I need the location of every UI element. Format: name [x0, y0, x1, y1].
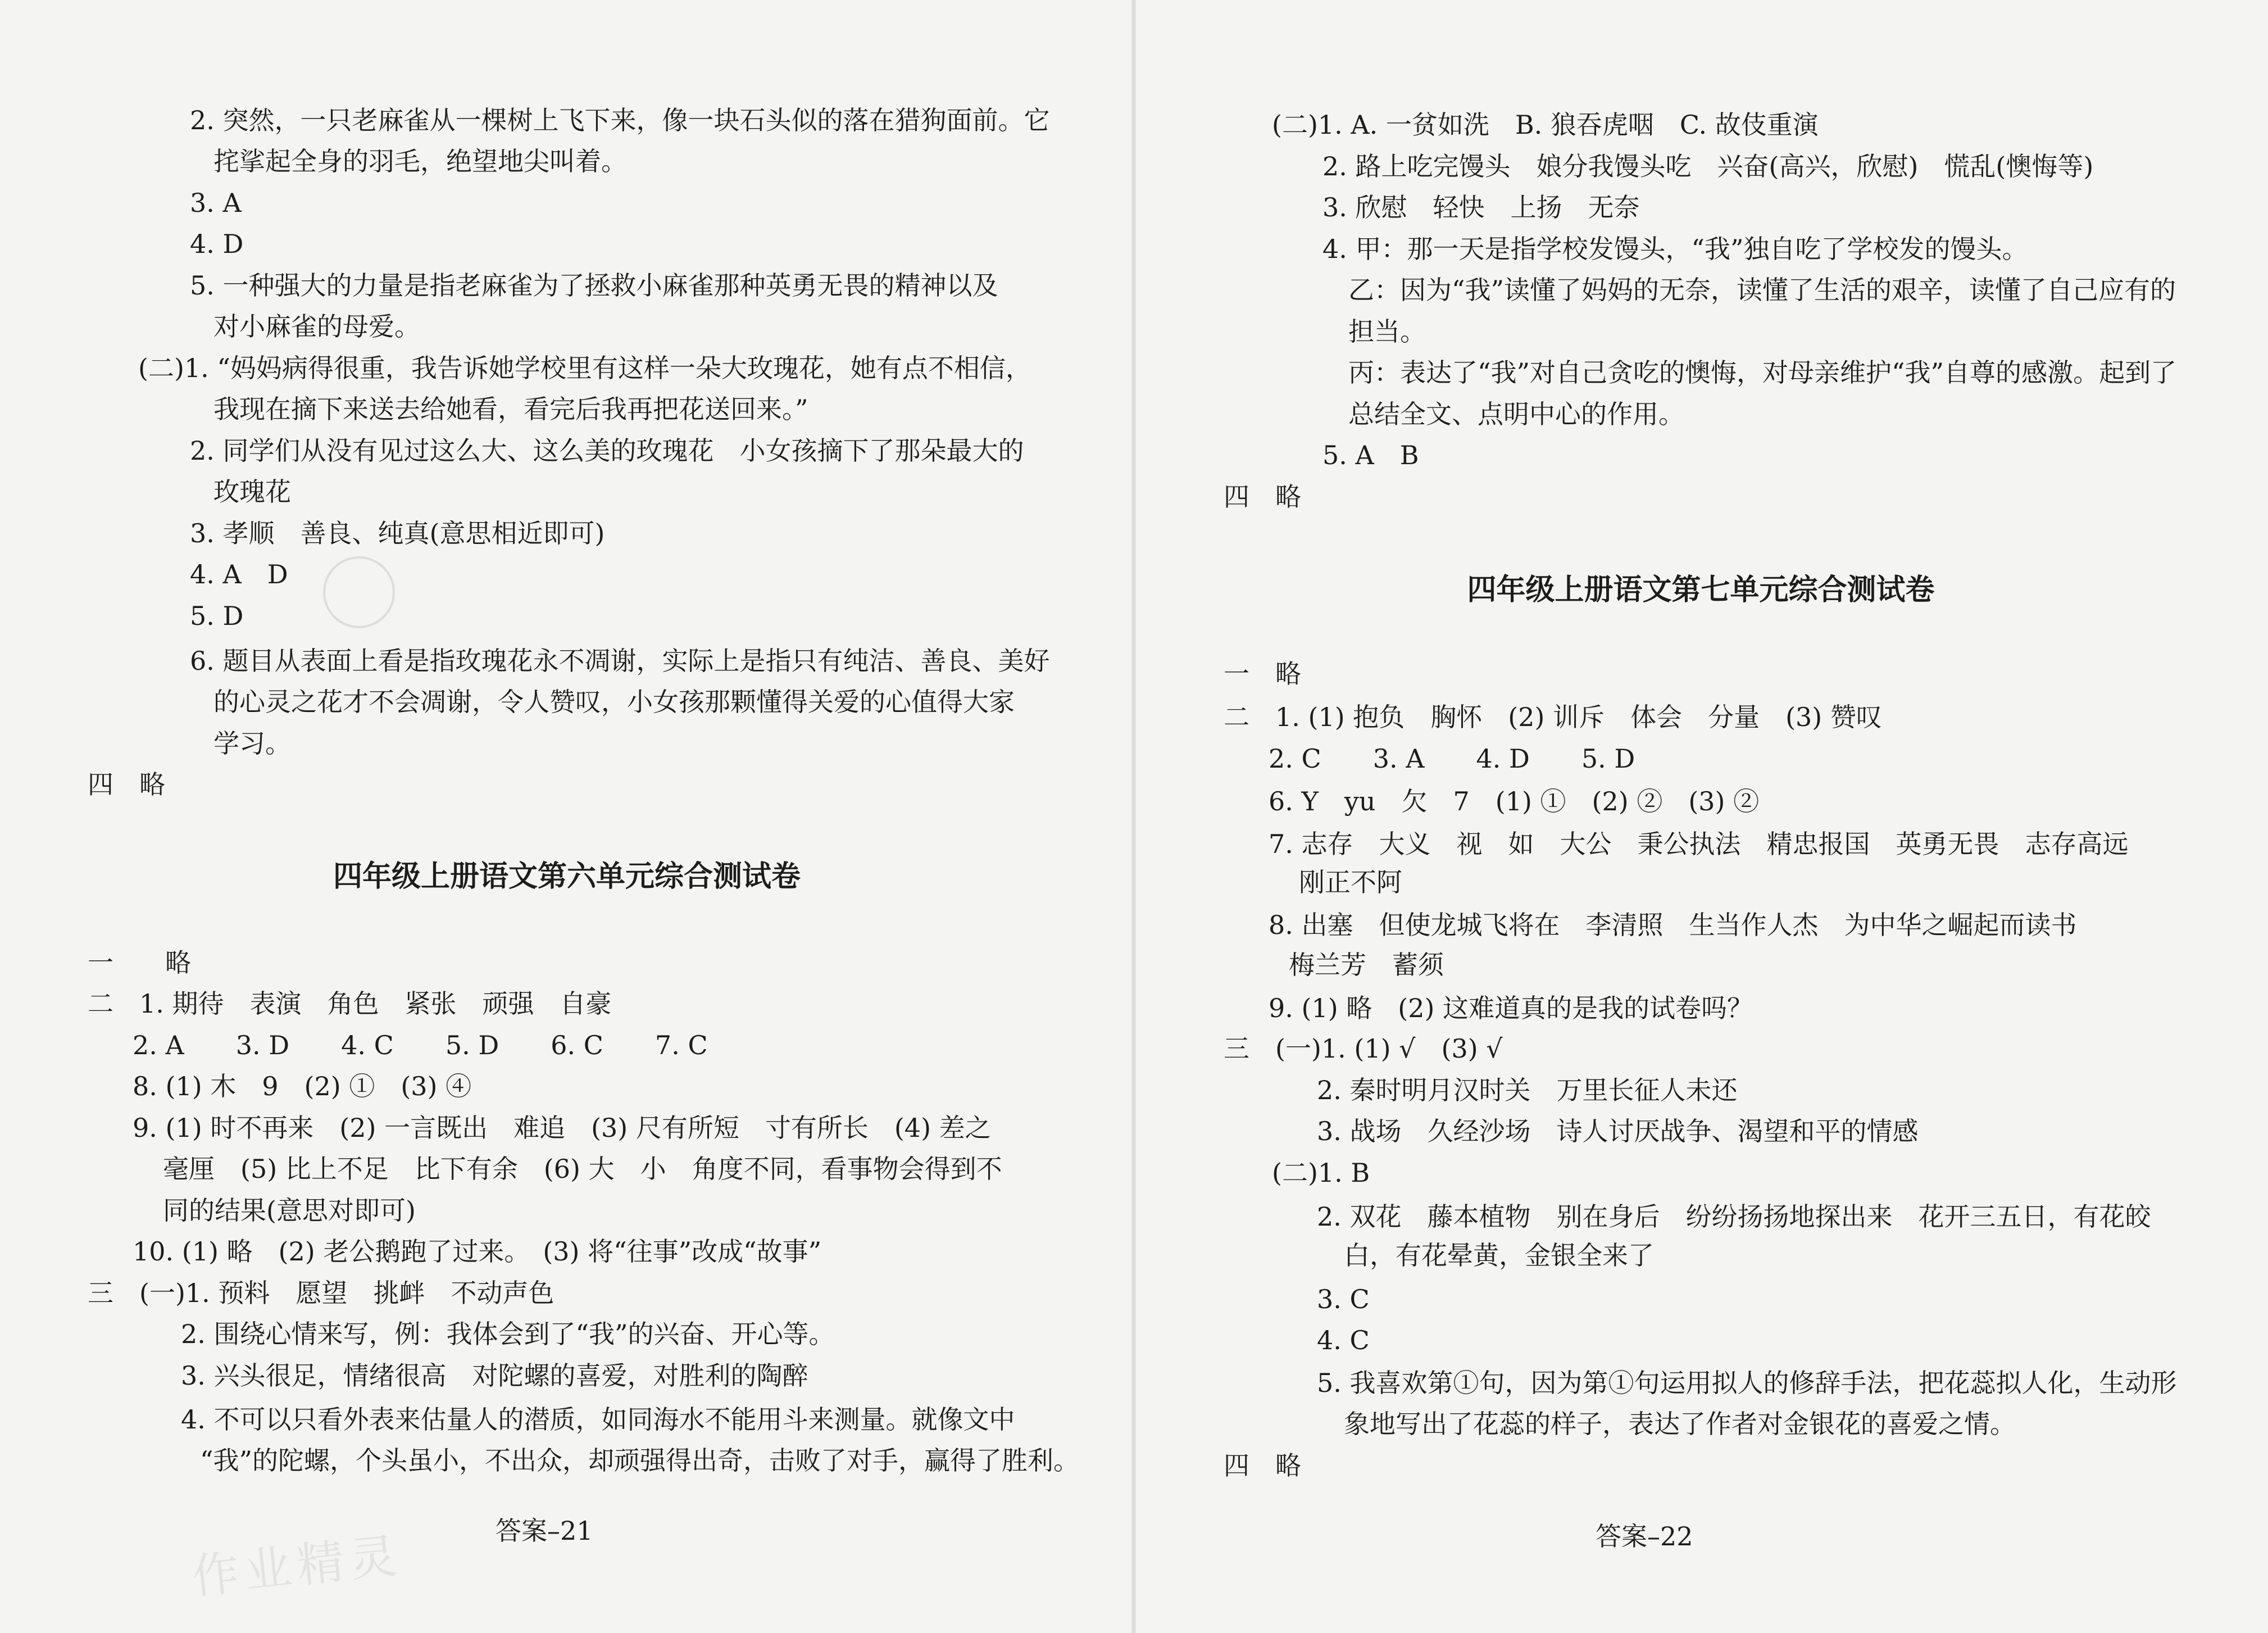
- answer-line: 4. A D: [190, 559, 288, 589]
- answer-line: 3. 战场 久经沙场 诗人讨厌战争、渴望和平的情感: [1317, 1116, 1919, 1146]
- answer-line: 象地写出了花蕊的样子，表达了作者对金银花的喜爱之情。: [1344, 1409, 2016, 1439]
- answer-line: 白，有花晕黄，金银全来了: [1344, 1240, 1654, 1271]
- answer-line: (二)1. “妈妈病得很重，我告诉她学校里有这样一朵大玫瑰花，她有点不相信，: [138, 353, 1031, 383]
- answer-line: 四 略: [1224, 1450, 1301, 1481]
- answer-line: (二)1. A. 一贫如洗 B. 狼吞虎咽 C. 故伎重演: [1272, 110, 1819, 140]
- answer-line: 4. 甲：那一天是指学校发馒头，“我”独自吃了学校发的馒头。: [1322, 234, 2028, 264]
- answer-line: 4. 不可以只看外表来估量人的潜质，如同海水不能用斗来测量。就像文中: [181, 1404, 1015, 1435]
- answer-line: 8. 出塞 但使龙城飞将在 李清照 生当作人杰 为中华之崛起而读书: [1269, 910, 2077, 940]
- answer-line: 一 略: [1224, 659, 1301, 689]
- answer-line: 6. 题目从表面上看是指玫瑰花永不凋谢，实际上是指只有纯洁、善良、美好: [190, 646, 1050, 676]
- stamp-mark: [323, 556, 395, 628]
- answer-line: 2. 突然，一只老麻雀从一棵树上飞下来，像一块石头似的落在猎狗面前。它: [190, 105, 1050, 135]
- answer-line: (二)1. B: [1272, 1158, 1370, 1188]
- answer-line: 2. 秦时明月汉时关 万里长征人未还: [1317, 1075, 1738, 1105]
- answer-line: 担当。: [1348, 316, 1426, 347]
- answer-line: 三 (一)1. (1) √ (3) √: [1224, 1033, 1503, 1064]
- answer-line: 同的结果(意思对即可): [163, 1195, 416, 1226]
- answer-line: 梅兰芳 蓄须: [1289, 950, 1444, 980]
- answer-line: 4. D: [190, 229, 244, 259]
- answer-line: 3. 兴头很足，情绪很高 对陀螺的喜爱，对胜利的陶醉: [181, 1360, 808, 1391]
- answer-line: 的心灵之花才不会凋谢，令人赞叹，小女孩那颗懂得关爱的心值得大家: [213, 687, 1015, 717]
- answer-line: 5. D: [190, 601, 244, 631]
- answer-line: 5. 一种强大的力量是指老麻雀为了拯救小麻雀那种英勇无畏的精神以及: [190, 270, 998, 301]
- answer-line: “我”的陀螺，个头虽小，不出众，却顽强得出奇，击败了对手，赢得了胜利。: [200, 1445, 1080, 1476]
- page-number: 答案–22: [1596, 1521, 1693, 1552]
- answer-line: 6. Y yu 欠 7 (1) ① (2) ② (3) ②: [1269, 786, 1760, 816]
- answer-line: 玫瑰花: [213, 477, 291, 507]
- answer-line: 3. 欣慰 轻快 上扬 无奈: [1322, 192, 1640, 223]
- answer-line: 2. 围绕心情来写，例：我体会到了“我”的兴奋、开心等。: [181, 1319, 835, 1349]
- right-page: [1134, 0, 2268, 1633]
- answer-line: 四 略: [88, 769, 165, 800]
- answer-line: 我现在摘下来送去给她看，看完后我再把花送回来。”: [213, 394, 808, 424]
- answer-line: 一 略: [88, 947, 191, 978]
- answer-line: 二 1. 期待 表演 角色 紧张 顽强 自豪: [88, 988, 612, 1019]
- answer-line: 学习。: [213, 728, 291, 759]
- answer-line: 5. A B: [1322, 440, 1419, 470]
- answer-line: 9. (1) 略 (2) 这难道真的是我的试卷吗？: [1269, 993, 1753, 1023]
- answer-line: 总结全文、点明中心的作用。: [1348, 399, 1684, 429]
- answer-line: 10. (1) 略 (2) 老公鹅跑了过来。 (3) 将“往事”改成“故事”: [133, 1236, 822, 1267]
- answer-line: 2. A 3. D 4. C 5. D 6. C 7. C: [133, 1030, 708, 1060]
- answer-line: 5. 我喜欢第①句，因为第①句运用拟人的修辞手法，把花蕊拟人化，生动形: [1317, 1368, 2177, 1398]
- answer-line: 挓挲起全身的羽毛，绝望地尖叫着。: [213, 146, 627, 176]
- answer-line: 毫厘 (5) 比上不足 比下有余 (6) 大 小 角度不同，看事物会得到不: [163, 1154, 1002, 1184]
- answer-line: 3. 孝顺 善良、纯真(意思相近即可): [190, 518, 605, 548]
- answer-line: 2. 路上吃完馒头 娘分我馒头吃 兴奋(高兴，欣慰) 慌乱(懊悔等): [1322, 151, 2094, 182]
- answer-line: 4. C: [1317, 1325, 1370, 1355]
- answer-line: 3. A: [190, 188, 242, 218]
- answer-line: 刚正不阿: [1299, 867, 1402, 897]
- answer-line: 3. C: [1317, 1284, 1370, 1314]
- section-title: 四年级上册语文第六单元综合测试卷: [333, 860, 801, 893]
- answer-line: 三 (一)1. 预料 愿望 挑衅 不动声色: [88, 1278, 554, 1308]
- answer-line: 8. (1) 木 9 (2) ① (3) ④: [133, 1071, 472, 1101]
- section-title: 四年级上册语文第七单元综合测试卷: [1467, 573, 1935, 607]
- watermark-logo: 作业精灵: [189, 1527, 405, 1605]
- answer-line: 2. C 3. A 4. D 5. D: [1269, 743, 1635, 774]
- answer-line: 7. 志存 大义 视 如 大公 秉公执法 精忠报国 英勇无畏 志存高远: [1269, 829, 2129, 859]
- answer-line: 二 1. (1) 抱负 胸怀 (2) 训斥 体会 分量 (3) 赞叹: [1224, 702, 1882, 732]
- page-number: 答案–21: [496, 1516, 593, 1546]
- answer-line: 2. 双花 藤本植物 别在身后 纷纷扬扬地探出来 花开三五日，有花皎: [1317, 1201, 2151, 1232]
- answer-line: 对小麻雀的母爱。: [213, 311, 420, 342]
- answer-line: 乙：因为“我”读懂了妈妈的无奈，读懂了生活的艰辛，读懂了自己应有的: [1348, 275, 2176, 305]
- answer-line: 9. (1) 时不再来 (2) 一言既出 难追 (3) 尺有所短 寸有所长 (4) 差之: [133, 1113, 991, 1143]
- answer-line: 丙：表达了“我”对自己贪吃的懊悔，对母亲维护“我”自尊的感激。起到了: [1348, 357, 2177, 388]
- answer-line: 2. 同学们从没有见过这么大、这么美的玫瑰花 小女孩摘下了那朵最大的: [190, 436, 1024, 466]
- answer-line: 四 略: [1224, 482, 1301, 512]
